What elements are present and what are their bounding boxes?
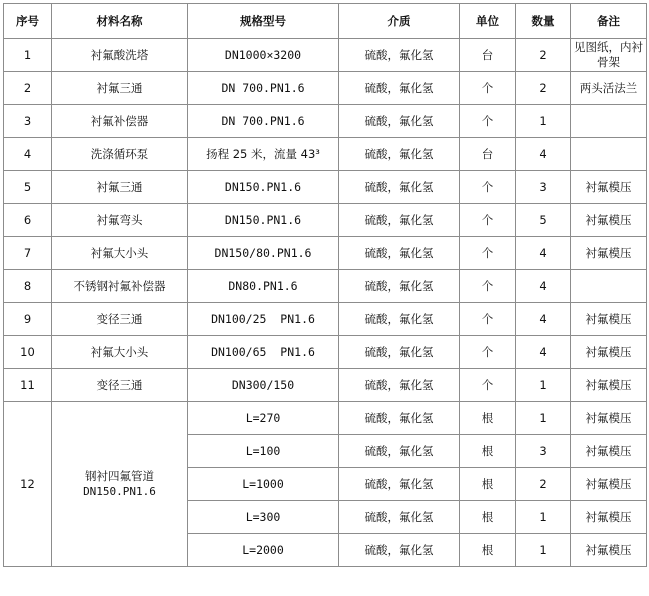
cell-unit: 根: [460, 501, 516, 534]
cell-name: 衬氟三通: [52, 171, 188, 204]
cell-spec: DN150.PN1.6: [188, 171, 339, 204]
cell-no: 8: [4, 270, 52, 303]
materials-table: [3, 3, 647, 567]
cell-note: 衬氟模压: [571, 204, 647, 237]
cell-spec: DN150.PN1.6: [188, 204, 339, 237]
cell-medium: 硫酸，氟化氢: [339, 237, 460, 270]
cell-name: 不锈钢衬氟补偿器: [52, 270, 188, 303]
cell-medium: 硫酸，氟化氢: [339, 138, 460, 171]
cell-unit: 根: [460, 402, 516, 435]
cell-name: 衬氟酸洗塔: [52, 39, 188, 72]
cell-unit: 个: [460, 237, 516, 270]
header-qty: 数量: [516, 4, 571, 39]
cell-qty: 1: [516, 369, 571, 402]
cell-medium: 硫酸，氟化氢: [339, 171, 460, 204]
cell-name-group: [52, 402, 188, 567]
cell-spec: 扬程 25 米，流量 43³: [188, 138, 339, 171]
cell-unit: 个: [460, 369, 516, 402]
cell-note: 衬氟模压: [571, 369, 647, 402]
cell-name: 衬氟弯头: [52, 204, 188, 237]
cell-qty: 4: [516, 336, 571, 369]
table-row: [4, 138, 647, 171]
cell-note: 衬氟模压: [571, 534, 647, 567]
cell-medium: 硫酸，氟化氢: [339, 435, 460, 468]
header-no: 序号: [4, 4, 52, 39]
cell-no: 6: [4, 204, 52, 237]
cell-medium: 硫酸，氟化氢: [339, 336, 460, 369]
cell-no: 9: [4, 303, 52, 336]
table-row: [4, 105, 647, 138]
table-header-row: [4, 4, 647, 39]
cell-qty: 1: [516, 534, 571, 567]
cell-spec: DN100/25 PN1.6: [188, 303, 339, 336]
header-name: 材料名称: [52, 4, 188, 39]
cell-spec: L=100: [188, 435, 339, 468]
cell-qty: 4: [516, 303, 571, 336]
cell-name: 变径三通: [52, 303, 188, 336]
cell-medium: 硫酸，氟化氢: [339, 39, 460, 72]
group-name-line1: 钢衬四氟管道: [85, 469, 154, 483]
table-row: [4, 171, 647, 204]
cell-unit: 根: [460, 435, 516, 468]
cell-qty: 2: [516, 468, 571, 501]
cell-medium: 硫酸，氟化氢: [339, 270, 460, 303]
cell-unit: 台: [460, 138, 516, 171]
cell-medium: 硫酸，氟化氢: [339, 303, 460, 336]
cell-name: 衬氟大小头: [52, 237, 188, 270]
cell-unit: 根: [460, 468, 516, 501]
cell-no-group: 12: [4, 402, 52, 567]
cell-spec: DN150/80.PN1.6: [188, 237, 339, 270]
table-row: [4, 237, 647, 270]
table-row: [4, 270, 647, 303]
cell-unit: 个: [460, 270, 516, 303]
cell-unit: 个: [460, 303, 516, 336]
header-unit: 单位: [460, 4, 516, 39]
cell-no: 4: [4, 138, 52, 171]
cell-unit: 个: [460, 204, 516, 237]
table-row: [4, 39, 647, 72]
cell-no: 1: [4, 39, 52, 72]
table-row: [4, 402, 647, 435]
table-row: [4, 303, 647, 336]
cell-qty: 2: [516, 72, 571, 105]
cell-note: 衬氟模压: [571, 402, 647, 435]
cell-note: 衬氟模压: [571, 171, 647, 204]
cell-note: 衬氟模压: [571, 468, 647, 501]
cell-name: 衬氟三通: [52, 72, 188, 105]
cell-note: 见图纸，内衬骨架: [571, 39, 647, 72]
cell-name: 衬氟大小头: [52, 336, 188, 369]
cell-note: 两头活法兰: [571, 72, 647, 105]
table-row: [4, 204, 647, 237]
cell-spec: L=1000: [188, 468, 339, 501]
cell-note: [571, 270, 647, 303]
table-row: [4, 336, 647, 369]
cell-spec: DN80.PN1.6: [188, 270, 339, 303]
cell-no: 2: [4, 72, 52, 105]
cell-qty: 5: [516, 204, 571, 237]
cell-unit: 个: [460, 72, 516, 105]
cell-spec: L=2000: [188, 534, 339, 567]
header-spec: 规格型号: [188, 4, 339, 39]
cell-note: 衬氟模压: [571, 237, 647, 270]
cell-no: 10: [4, 336, 52, 369]
cell-spec: DN300/150: [188, 369, 339, 402]
cell-no: 3: [4, 105, 52, 138]
cell-no: 7: [4, 237, 52, 270]
cell-medium: 硫酸，氟化氢: [339, 402, 460, 435]
cell-medium: 硫酸，氟化氢: [339, 369, 460, 402]
cell-qty: 4: [516, 138, 571, 171]
cell-qty: 4: [516, 270, 571, 303]
cell-note: 衬氟模压: [571, 336, 647, 369]
cell-note: [571, 138, 647, 171]
cell-spec: DN 700.PN1.6: [188, 72, 339, 105]
table-row: [4, 72, 647, 105]
cell-medium: 硫酸，氟化氢: [339, 468, 460, 501]
cell-qty: 1: [516, 402, 571, 435]
cell-qty: 3: [516, 171, 571, 204]
cell-note: [571, 105, 647, 138]
cell-medium: 硫酸，氟化氢: [339, 105, 460, 138]
cell-no: 11: [4, 369, 52, 402]
cell-unit: 个: [460, 171, 516, 204]
cell-unit: 台: [460, 39, 516, 72]
cell-no: 5: [4, 171, 52, 204]
cell-spec: L=270: [188, 402, 339, 435]
cell-spec: DN 700.PN1.6: [188, 105, 339, 138]
table-row: [4, 369, 647, 402]
cell-medium: 硫酸，氟化氢: [339, 534, 460, 567]
cell-spec: DN100/65 PN1.6: [188, 336, 339, 369]
cell-unit: 个: [460, 105, 516, 138]
cell-qty: 1: [516, 501, 571, 534]
cell-note: 衬氟模压: [571, 435, 647, 468]
cell-medium: 硫酸，氟化氢: [339, 72, 460, 105]
cell-spec: L=300: [188, 501, 339, 534]
group-name-line2: DN150.PN1.6: [83, 485, 156, 498]
cell-note: 衬氟模压: [571, 303, 647, 336]
cell-unit: 根: [460, 534, 516, 567]
cell-qty: 1: [516, 105, 571, 138]
cell-qty: 2: [516, 39, 571, 72]
cell-name: 变径三通: [52, 369, 188, 402]
header-medium: 介质: [339, 4, 460, 39]
cell-unit: 个: [460, 336, 516, 369]
cell-qty: 3: [516, 435, 571, 468]
cell-name: 衬氟补偿器: [52, 105, 188, 138]
cell-name: 洗涤循环泵: [52, 138, 188, 171]
cell-medium: 硫酸，氟化氢: [339, 501, 460, 534]
cell-medium: 硫酸，氟化氢: [339, 204, 460, 237]
cell-qty: 4: [516, 237, 571, 270]
cell-note: 衬氟模压: [571, 501, 647, 534]
header-note: 备注: [571, 4, 647, 39]
cell-spec: DN1000×3200: [188, 39, 339, 72]
